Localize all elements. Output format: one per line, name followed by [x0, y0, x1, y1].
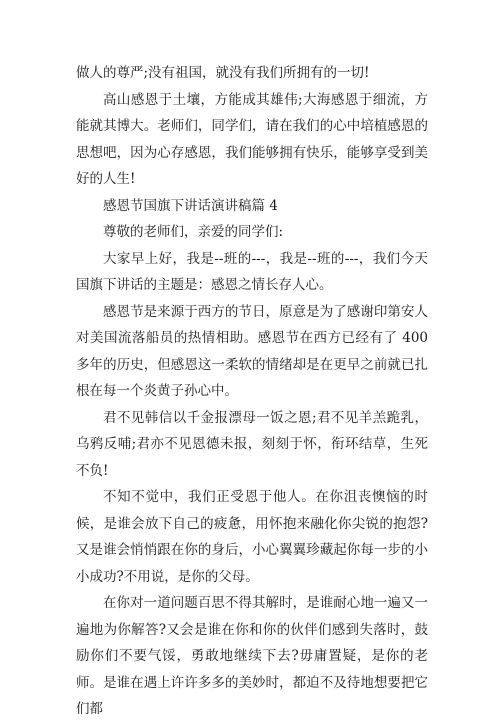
- paragraph-closing-line: 做人的尊严;没有祖国，就没有我们所拥有的一切!: [76, 65, 370, 81]
- paragraph-classical-examples: 君不见韩信以千金报漂母一饭之恩;君不见羊羔跪乳，乌鸦反哺;君亦不见恩德未报，刻刻于怀，衔环结草，生死不负!: [76, 409, 428, 479]
- paragraph-parents: 不知不觉中，我们正受恩于他人。在你沮丧懊恼的时候，是谁会放下自己的疲惫，用怀抱来融化你尖锐的抱怨?又是谁会悄悄跟在你的身后，小心翼翼珍藏起你每一步的小小成功?不用说，是你的父母。: [76, 489, 428, 585]
- document-body: [76, 60, 428, 723]
- salutation: 尊敬的老师们，亲爱的同学们:: [103, 224, 284, 240]
- paragraph-thanksgiving-origin: 感恩节是来源于西方的节日，原意是为了感谢印第安人对美国流落船员的热情相助。感恩节在西方已经有了 400 多年的历史，但感恩这一柔软的情绪却是在更早之前就已扎根在每一个炎黄子孙心中。: [76, 303, 428, 399]
- paragraph-teachers: 在你对一道问题百思不得其解时，是谁耐心地一遍又一遍地为你解答?又会是谁在你和你的伙伴们感到失落时，鼓励你们不要气馁，勇敢地继续下去?毋庸置疑，是你的老师。是谁在遇上许许多多的美妙时，都迫不及待地想要把它们都: [76, 595, 428, 717]
- paragraph-gratitude-nature: 高山感恩于土壤，方能成其雄伟;大海感恩于细流，方能就其博大。老师们，同学们，请在我们的心中培植感恩的思想吧，因为心存感恩，我们能够拥有快乐，能够享受到美好的人生!: [76, 91, 428, 187]
- section-heading: 感恩节国旗下讲话演讲稿篇 4: [103, 197, 278, 214]
- paragraph-greeting: 大家早上好，我是--班的---，我是--班的---，我们今天国旗下讲话的主题是：感恩之情长存人心。: [76, 250, 428, 293]
